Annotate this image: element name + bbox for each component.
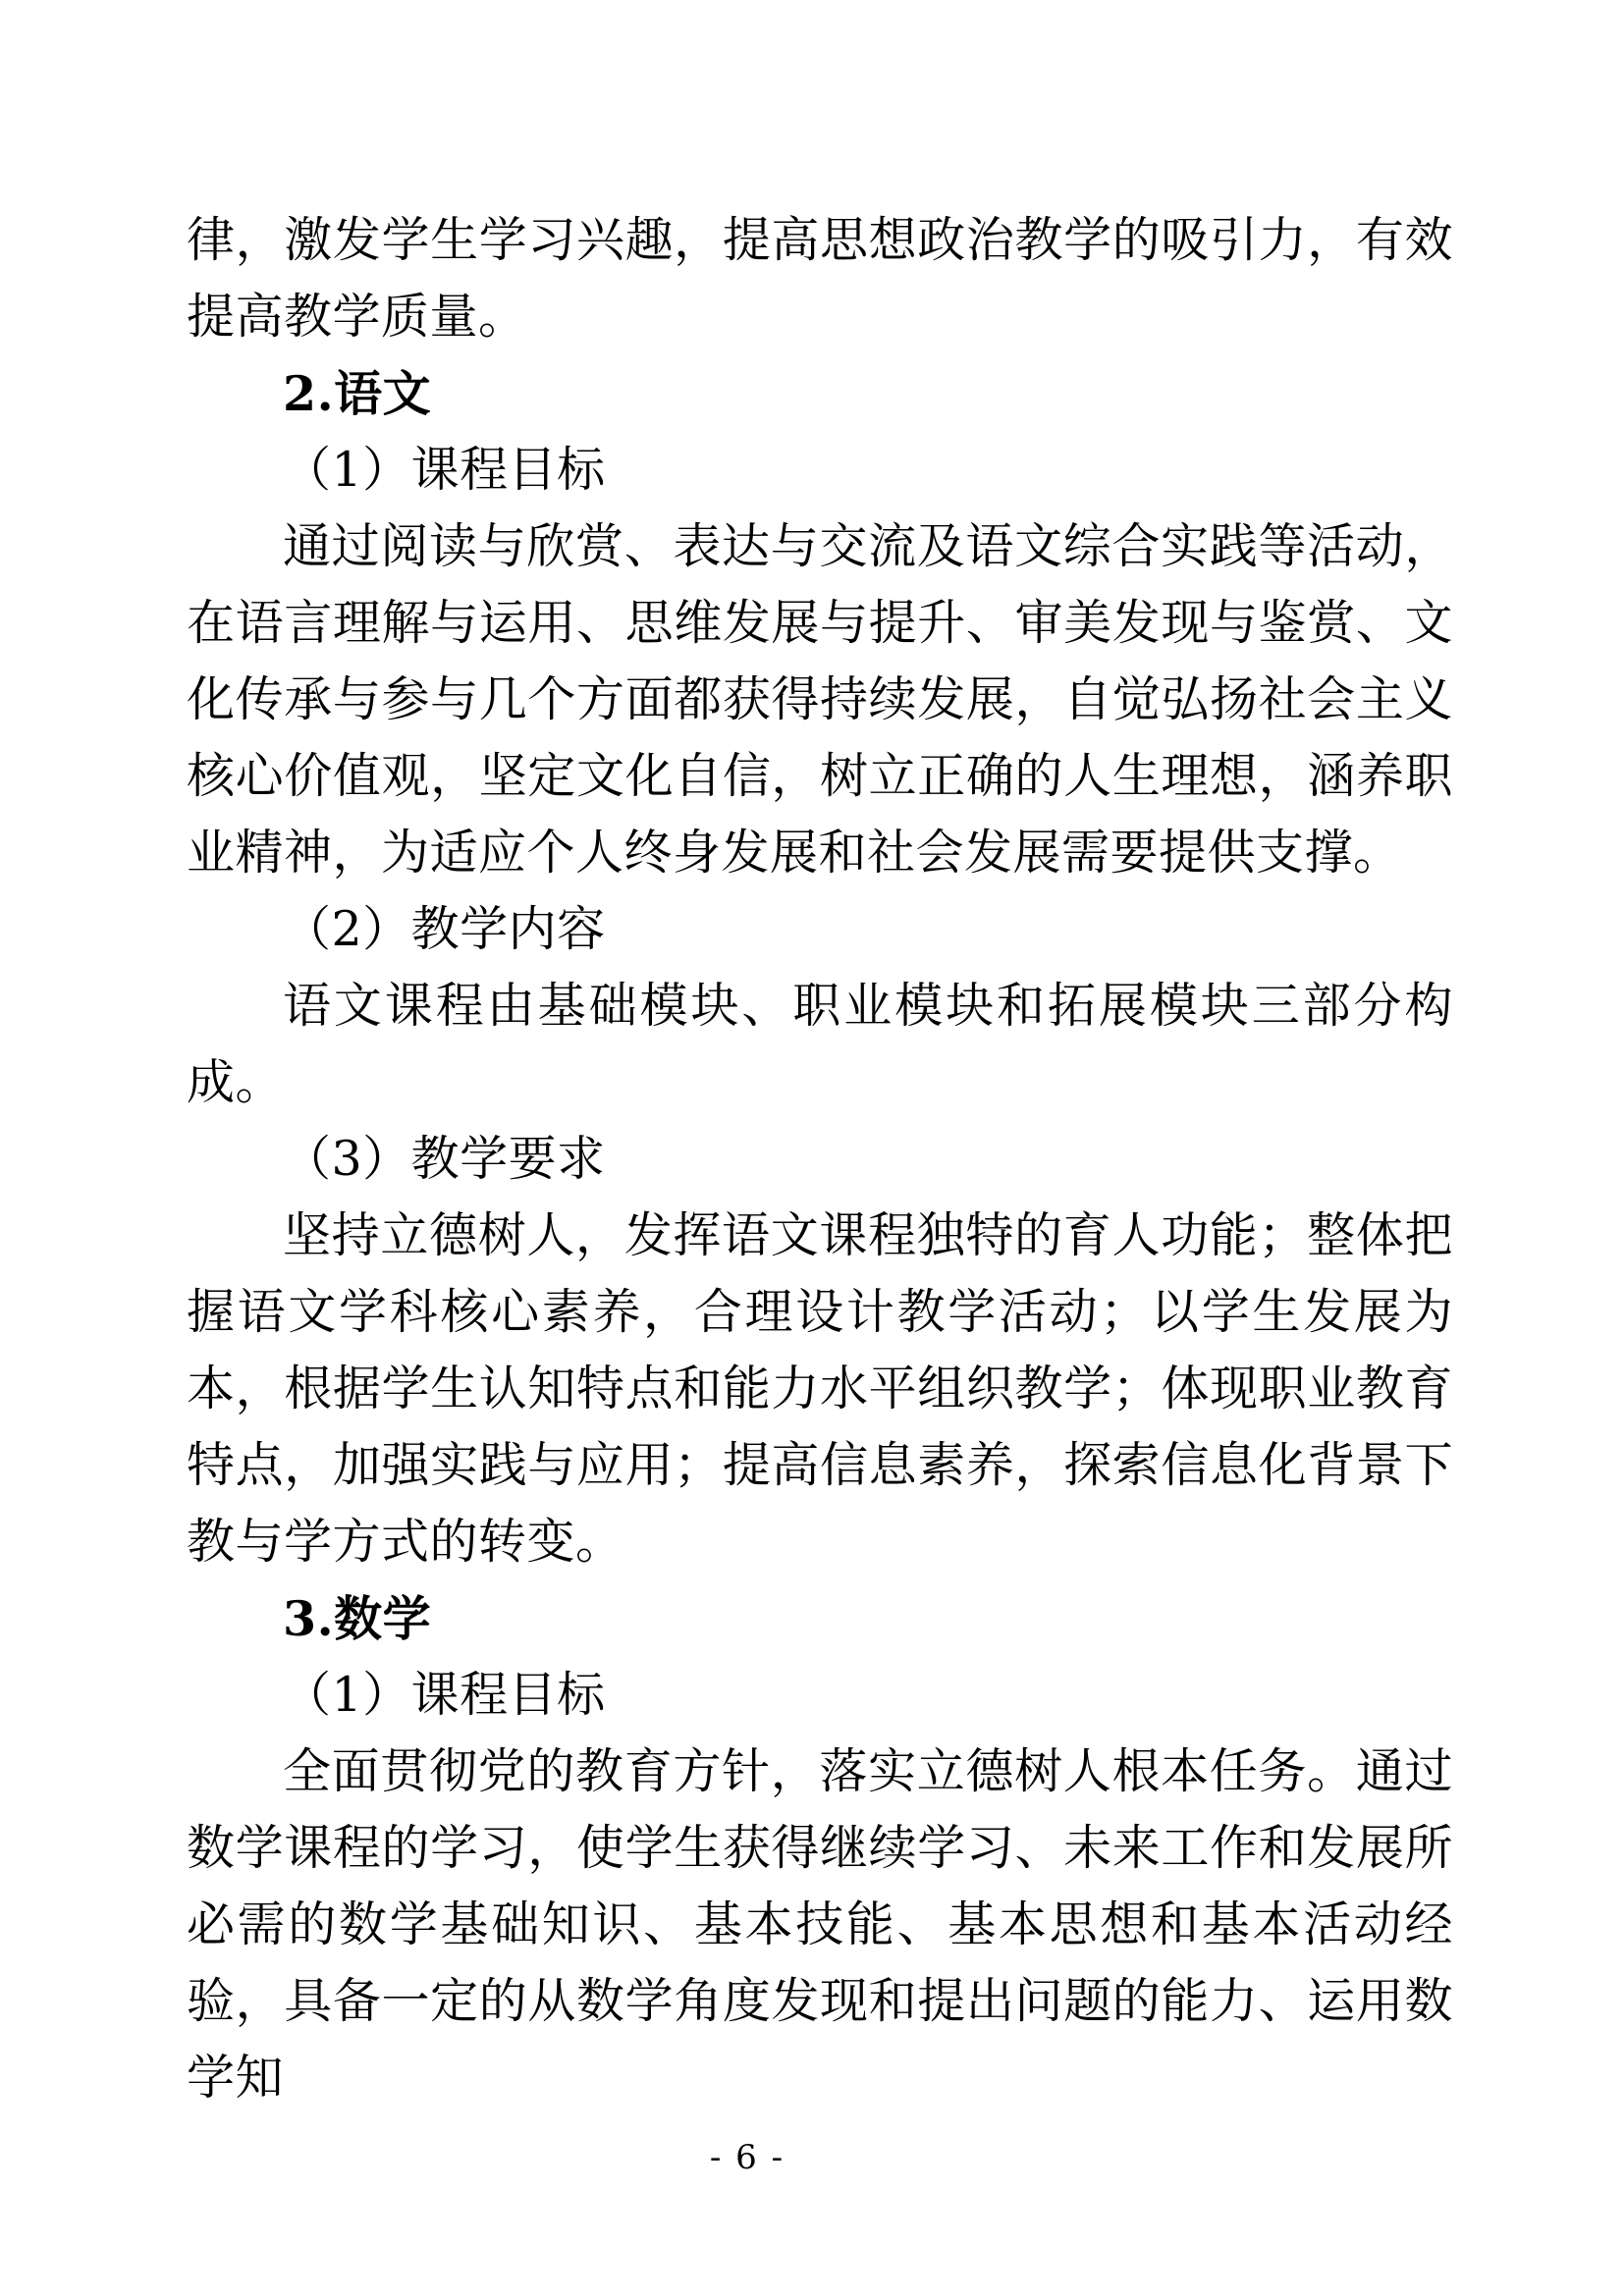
sub-heading: （1）课程目标 xyxy=(283,442,606,498)
sub-heading: （1）课程目标 xyxy=(283,1667,606,1723)
sub-heading: （2）教学内容 xyxy=(283,901,606,957)
body-paragraph-continued: 律，激发学生学习兴趣，提高思想政治教学的吸引力，有效提高教学质量。 xyxy=(187,212,1453,345)
page-number: - 6 - xyxy=(709,2138,785,2177)
page-content xyxy=(187,202,1453,2116)
body-paragraph: 通过阅读与欣赏、表达与交流及语文综合实践等活动，在语言理解与运用、思维发展与提升、审美发现与鉴赏、文化传承与参与几个方面都获得持续发展，自觉弘扬社会主义核心价值观，坚定文化自信，树立正确的人生理想，涵养职业精神，为适应个人终身发展和社会发展需要提供支撑。 xyxy=(187,518,1453,881)
body-paragraph: 语文课程由基础模块、职业模块和拓展模块三部分构成。 xyxy=(187,978,1453,1110)
body-paragraph: 坚持立德树人，发挥语文课程独特的育人功能；整体把握语文学科核心素养，合理设计教学活动；以学生发展为本，根据学生认知特点和能力水平组织教学；体现职业教育特点，加强实践与应用；提高信息素养，探索信息化背景下教与学方式的转变。 xyxy=(187,1207,1453,1570)
section-heading: 2.语文 xyxy=(283,365,432,422)
page-footer xyxy=(0,2138,1624,2177)
sub-heading: （3）教学要求 xyxy=(283,1131,606,1187)
section-heading: 3.数学 xyxy=(283,1590,432,1647)
body-paragraph: 全面贯彻党的教育方针，落实立德树人根本任务。通过数学课程的学习，使学生获得继续学习、未来工作和发展所必需的数学基础知识、基本技能、基本思想和基本活动经验，具备一定的从数学角度发现和提出问题的能力、运用数学知 xyxy=(187,1743,1453,2106)
